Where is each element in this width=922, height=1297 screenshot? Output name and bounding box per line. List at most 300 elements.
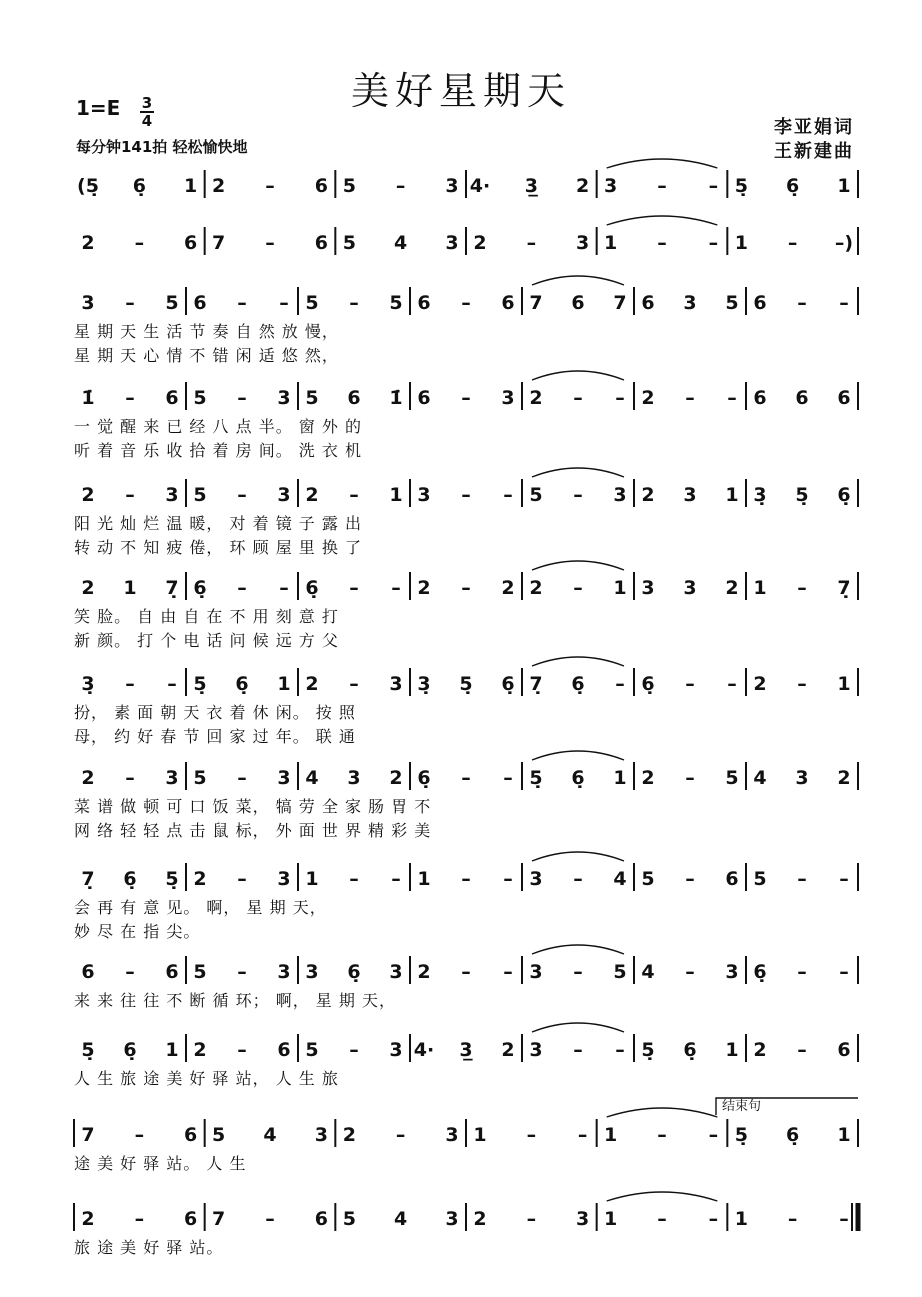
- note: 3: [347, 767, 361, 789]
- note: 3̲: [459, 1039, 473, 1061]
- note: 3: [683, 484, 697, 506]
- note: 3: [683, 577, 697, 599]
- slur: [607, 216, 718, 225]
- note: –: [461, 387, 471, 409]
- note: 5: [212, 1124, 226, 1146]
- note: 6: [417, 387, 431, 409]
- note: –: [839, 961, 849, 983]
- note: –: [573, 484, 583, 506]
- note: –: [349, 868, 359, 890]
- note: 2: [473, 232, 487, 254]
- note: –: [685, 673, 695, 695]
- note: –: [125, 484, 135, 506]
- note: 5: [193, 961, 207, 983]
- note: –: [461, 868, 471, 890]
- note: 6: [314, 175, 328, 197]
- note: 2: [305, 673, 319, 695]
- slur: [532, 561, 624, 570]
- note: 5̣: [641, 1039, 655, 1061]
- note: –: [615, 673, 625, 695]
- note: –: [657, 232, 667, 254]
- note: –: [573, 387, 583, 409]
- slur: [607, 1192, 718, 1201]
- note: –: [797, 577, 807, 599]
- note: 6̣: [347, 961, 361, 983]
- note: 5: [725, 292, 739, 314]
- note: –: [657, 175, 667, 197]
- note: 1: [184, 175, 198, 197]
- note: 5: [342, 175, 356, 197]
- note: 3: [305, 961, 319, 983]
- note: 1: [753, 577, 767, 599]
- note: 7̣: [529, 673, 543, 695]
- note: –: [573, 577, 583, 599]
- note: –: [265, 1208, 275, 1230]
- note: 6̣: [417, 767, 431, 789]
- lyric-line: 笑 脸。 自 由 自 在 不 用 刻 意 打: [74, 607, 339, 626]
- note: 2: [753, 673, 767, 695]
- note: 7̣: [837, 577, 851, 599]
- lyric-line: 听 着 音 乐 收 拾 着 房 间。 洗 衣 机: [74, 441, 362, 460]
- note: 1: [837, 1124, 851, 1146]
- note: –: [787, 1208, 798, 1230]
- note: –: [797, 292, 807, 314]
- note: –: [727, 387, 737, 409]
- note: 3̣: [417, 673, 431, 695]
- note: 5̣: [193, 673, 207, 695]
- note: 6: [347, 387, 361, 409]
- note: 6: [184, 1124, 198, 1146]
- note: 1: [604, 1124, 618, 1146]
- note: 3: [165, 484, 179, 506]
- note: 6̣: [123, 1039, 137, 1061]
- note: –: [125, 387, 135, 409]
- note: 7: [212, 1208, 226, 1230]
- note: 3: [277, 868, 291, 890]
- note: 6̣: [235, 673, 249, 695]
- note: –: [573, 1039, 583, 1061]
- note: –: [237, 767, 247, 789]
- note: 3̣: [81, 673, 95, 695]
- note: –: [237, 387, 247, 409]
- note: 3: [795, 767, 809, 789]
- note: 5: [725, 767, 739, 789]
- note: 3: [445, 1124, 459, 1146]
- note: –: [391, 868, 401, 890]
- note: –: [503, 767, 513, 789]
- note: 3: [277, 387, 291, 409]
- key-signature: 1=E: [76, 96, 121, 120]
- note: 5: [753, 868, 767, 890]
- note: –: [787, 232, 798, 254]
- note: –: [461, 484, 471, 506]
- note: 4: [641, 961, 655, 983]
- note: –: [237, 1039, 247, 1061]
- note: 2: [389, 767, 403, 789]
- note: –: [265, 232, 275, 254]
- note: –: [125, 961, 135, 983]
- lyric-line: 扮， 素 面 朝 天 衣 着 休 闲。 按 照: [74, 703, 356, 722]
- note: 5: [342, 232, 356, 254]
- note: –: [708, 1124, 719, 1146]
- note: –: [134, 1208, 145, 1230]
- note: 3: [445, 175, 459, 197]
- note: –: [685, 961, 695, 983]
- note: 5̣: [459, 673, 473, 695]
- slur: [532, 371, 624, 380]
- note: 6̣: [683, 1039, 697, 1061]
- note: 6̣: [571, 767, 585, 789]
- note: 6̣: [641, 673, 655, 695]
- lyric-line: 星 期 天 生 活 节 奏 自 然 放 慢，: [74, 322, 339, 341]
- note: 7: [81, 1124, 95, 1146]
- note: 1: [277, 673, 291, 695]
- note: 6: [725, 868, 739, 890]
- note: 4: [394, 232, 408, 254]
- note: –: [279, 292, 289, 314]
- note: 2: [342, 1124, 356, 1146]
- note: 4·: [469, 175, 491, 197]
- note: –: [573, 961, 583, 983]
- note: 2: [837, 767, 851, 789]
- note: 2: [417, 961, 431, 983]
- slur: [532, 1023, 624, 1032]
- note: 4: [305, 767, 319, 789]
- note: 6: [165, 961, 179, 983]
- note: –: [727, 673, 737, 695]
- note: –: [134, 1124, 145, 1146]
- note: 4·: [413, 1039, 435, 1061]
- note: –: [461, 292, 471, 314]
- lyric-line: 妙 尽 在 指 尖。: [74, 922, 201, 941]
- note: –: [797, 673, 807, 695]
- note: 1: [389, 484, 403, 506]
- note: 2: [305, 484, 319, 506]
- note: 1: [725, 484, 739, 506]
- note: –: [349, 292, 359, 314]
- note: 6: [165, 387, 179, 409]
- note: 1: [725, 1039, 739, 1061]
- note: –): [834, 232, 854, 254]
- note: –: [237, 484, 247, 506]
- note: 6̣: [786, 175, 800, 197]
- note: 6̣: [571, 673, 585, 695]
- lyric-line: 母， 约 好 春 节 回 家 过 年。 联 通: [74, 727, 356, 746]
- note: –: [461, 767, 471, 789]
- note: –: [279, 577, 289, 599]
- note: –: [461, 961, 471, 983]
- note: 5: [529, 484, 543, 506]
- note: 1: [734, 1208, 748, 1230]
- note: –: [526, 232, 537, 254]
- note: –: [708, 232, 719, 254]
- note: 6: [417, 292, 431, 314]
- note: 2: [641, 484, 655, 506]
- slur: [532, 468, 624, 477]
- note: 5: [193, 387, 207, 409]
- note: –: [615, 387, 625, 409]
- slur: [532, 751, 624, 760]
- note: 3: [501, 387, 515, 409]
- note: –: [708, 175, 719, 197]
- note: 7̣: [165, 577, 179, 599]
- note: 3: [277, 961, 291, 983]
- time-signature-bottom: 4: [141, 112, 153, 130]
- slur: [607, 159, 718, 168]
- note: 1̇: [389, 387, 403, 409]
- note: 7: [212, 232, 226, 254]
- note: –: [265, 175, 275, 197]
- note: 1: [123, 577, 137, 599]
- note: 2: [473, 1208, 487, 1230]
- note: –: [349, 484, 359, 506]
- note: 6̣: [132, 175, 146, 197]
- note: –: [125, 292, 135, 314]
- note: 3: [165, 767, 179, 789]
- note: –: [503, 961, 513, 983]
- slur: [607, 1108, 718, 1117]
- note: –: [391, 577, 401, 599]
- note: –: [237, 292, 247, 314]
- note: 2: [81, 484, 95, 506]
- note: 6: [184, 1208, 198, 1230]
- note: 6: [314, 232, 328, 254]
- note: 6: [277, 1039, 291, 1061]
- note: 5: [305, 292, 319, 314]
- note: 2: [417, 577, 431, 599]
- note: –: [395, 1124, 406, 1146]
- lyric-line: 途 美 好 驿 站。 人 生: [74, 1154, 247, 1173]
- note: 6̣: [837, 484, 851, 506]
- note: 5: [613, 961, 627, 983]
- note: 7: [529, 292, 543, 314]
- note: 2: [641, 767, 655, 789]
- note: 1: [613, 767, 627, 789]
- lyric-line: 旅 途 美 好 驿 站。: [74, 1238, 224, 1257]
- note: 5̣: [795, 484, 809, 506]
- lyric-line: 菜 谱 做 顿 可 口 饭 菜， 犒 劳 全 家 肠 胃 不: [74, 797, 432, 816]
- note: 3: [725, 961, 739, 983]
- note: –: [685, 868, 695, 890]
- lyric-line: 阳 光 灿 烂 温 暖， 对 着 镜 子 露 出: [74, 514, 362, 533]
- note: 6: [753, 292, 767, 314]
- note: 5̣: [734, 1124, 748, 1146]
- note: –: [839, 1208, 849, 1230]
- note: 6̣: [753, 961, 767, 983]
- lyric-line: 网 络 轻 轻 点 击 鼠 标， 外 面 世 界 精 彩 美: [74, 821, 432, 840]
- note: 5: [193, 484, 207, 506]
- lyricist-credit: 李亚娟词: [774, 117, 854, 138]
- note: –: [657, 1124, 667, 1146]
- note: 5: [342, 1208, 356, 1230]
- note: 4: [394, 1208, 408, 1230]
- note: 6̣: [786, 1124, 800, 1146]
- note: –: [503, 868, 513, 890]
- note: 7: [613, 292, 627, 314]
- note: –: [615, 1039, 625, 1061]
- note: –: [349, 1039, 359, 1061]
- lyric-line: 新 颜。 打 个 电 话 问 候 远 方 父: [74, 631, 339, 650]
- ending-label: 结束句: [722, 1099, 762, 1114]
- note: –: [797, 961, 807, 983]
- song-title: 美好星期天: [350, 69, 571, 113]
- note: 5̣: [165, 868, 179, 890]
- note: 6̣: [123, 868, 137, 890]
- note: 1: [604, 1208, 618, 1230]
- slur: [532, 657, 624, 666]
- note: 2: [529, 387, 543, 409]
- note: –: [708, 1208, 719, 1230]
- note: 6: [501, 292, 515, 314]
- note: 6: [184, 232, 198, 254]
- note: 3: [389, 673, 403, 695]
- note: –: [134, 232, 145, 254]
- note: –: [685, 387, 695, 409]
- lyric-line: 星 期 天 心 情 不 错 闲 适 悠 然，: [74, 346, 339, 365]
- note: 5: [641, 868, 655, 890]
- note: 3: [576, 1208, 590, 1230]
- note: –: [657, 1208, 667, 1230]
- note: –: [839, 292, 849, 314]
- time-signature-top: 3: [141, 94, 153, 112]
- note: 1: [165, 1039, 179, 1061]
- note: 3: [81, 292, 95, 314]
- note: 1: [473, 1124, 487, 1146]
- note: 3: [417, 484, 431, 506]
- note: 3̣: [753, 484, 767, 506]
- note: 3̲: [524, 175, 538, 197]
- note: 6: [81, 961, 95, 983]
- tempo-marking: 每分钟141拍 轻松愉快地: [76, 138, 248, 156]
- note: –: [797, 1039, 807, 1061]
- note: 6̣: [305, 577, 319, 599]
- note: 1: [837, 673, 851, 695]
- note: 3: [445, 232, 459, 254]
- note: 2: [81, 577, 95, 599]
- note: –: [503, 484, 513, 506]
- note: 3: [613, 484, 627, 506]
- note: 5: [389, 292, 403, 314]
- note: 6: [753, 387, 767, 409]
- note: 4: [613, 868, 627, 890]
- note: 2: [641, 387, 655, 409]
- note: 6: [641, 292, 655, 314]
- note: –: [395, 175, 406, 197]
- slur: [532, 276, 624, 285]
- note: 5: [193, 767, 207, 789]
- note: 2: [81, 232, 95, 254]
- note: 6: [837, 1039, 851, 1061]
- note: 2: [501, 577, 515, 599]
- note: 1: [305, 868, 319, 890]
- note: 3: [389, 1039, 403, 1061]
- slur: [532, 945, 624, 954]
- note: 3: [529, 1039, 543, 1061]
- note: 5: [305, 387, 319, 409]
- lyric-line: 来 来 往 往 不 断 循 环； 啊， 星 期 天，: [74, 991, 396, 1010]
- note: 3: [529, 868, 543, 890]
- note: 2: [576, 175, 590, 197]
- note: 2: [193, 868, 207, 890]
- note: 6̣: [501, 673, 515, 695]
- note: –: [526, 1208, 537, 1230]
- note: 3: [604, 175, 618, 197]
- note: 6: [795, 387, 809, 409]
- note: –: [573, 868, 583, 890]
- note: 1: [604, 232, 618, 254]
- note: 5̣: [529, 767, 543, 789]
- note: 3: [529, 961, 543, 983]
- note: –: [797, 868, 807, 890]
- note: 2: [529, 577, 543, 599]
- note: 3: [314, 1124, 328, 1146]
- note: 5: [165, 292, 179, 314]
- note: 4: [263, 1124, 277, 1146]
- note: 2: [212, 175, 226, 197]
- note: 3: [576, 232, 590, 254]
- note: 3: [277, 767, 291, 789]
- note: 2: [725, 577, 739, 599]
- note: 3: [445, 1208, 459, 1230]
- note: 1: [417, 868, 431, 890]
- note: 1: [837, 175, 851, 197]
- note: 2: [193, 1039, 207, 1061]
- note: –: [839, 868, 849, 890]
- note: –: [125, 767, 135, 789]
- note: 4: [753, 767, 767, 789]
- note: 6: [837, 387, 851, 409]
- composer-credit: 王新建曲: [774, 141, 854, 162]
- lyric-line: 一 觉 醒 来 已 经 八 点 半。 窗 外 的: [74, 417, 362, 436]
- note: –: [167, 673, 177, 695]
- note: 6: [314, 1208, 328, 1230]
- note: –: [237, 577, 247, 599]
- lyric-line: 会 再 有 意 见。 啊， 星 期 天，: [74, 898, 327, 917]
- note: 1̇: [81, 387, 95, 409]
- note: –: [237, 961, 247, 983]
- note: 5̣: [81, 1039, 95, 1061]
- note: 2: [753, 1039, 767, 1061]
- note: –: [685, 767, 695, 789]
- note: 5: [305, 1039, 319, 1061]
- note: 2: [501, 1039, 515, 1061]
- note: 6̣: [193, 577, 207, 599]
- note: 3: [683, 292, 697, 314]
- note: –: [349, 673, 359, 695]
- note: 1: [613, 577, 627, 599]
- note: 5̣: [734, 175, 748, 197]
- note: 2: [81, 767, 95, 789]
- note: –: [349, 577, 359, 599]
- note: 1: [734, 232, 748, 254]
- note: –: [237, 868, 247, 890]
- note: –: [577, 1124, 588, 1146]
- lyric-line: 人 生 旅 途 美 好 驿 站， 人 生 旅: [74, 1069, 339, 1088]
- note: 3: [641, 577, 655, 599]
- note: 6: [571, 292, 585, 314]
- note: –: [461, 577, 471, 599]
- note: 3: [389, 961, 403, 983]
- note: 6: [193, 292, 207, 314]
- note: –: [125, 673, 135, 695]
- note: –: [526, 1124, 537, 1146]
- note: 3: [277, 484, 291, 506]
- note: 7̣: [81, 868, 95, 890]
- lyric-line: 转 动 不 知 疲 倦， 环 顾 屋 里 换 了: [74, 538, 362, 557]
- note: 2: [81, 1208, 95, 1230]
- slur: [532, 852, 624, 861]
- note: (5̣: [77, 175, 99, 197]
